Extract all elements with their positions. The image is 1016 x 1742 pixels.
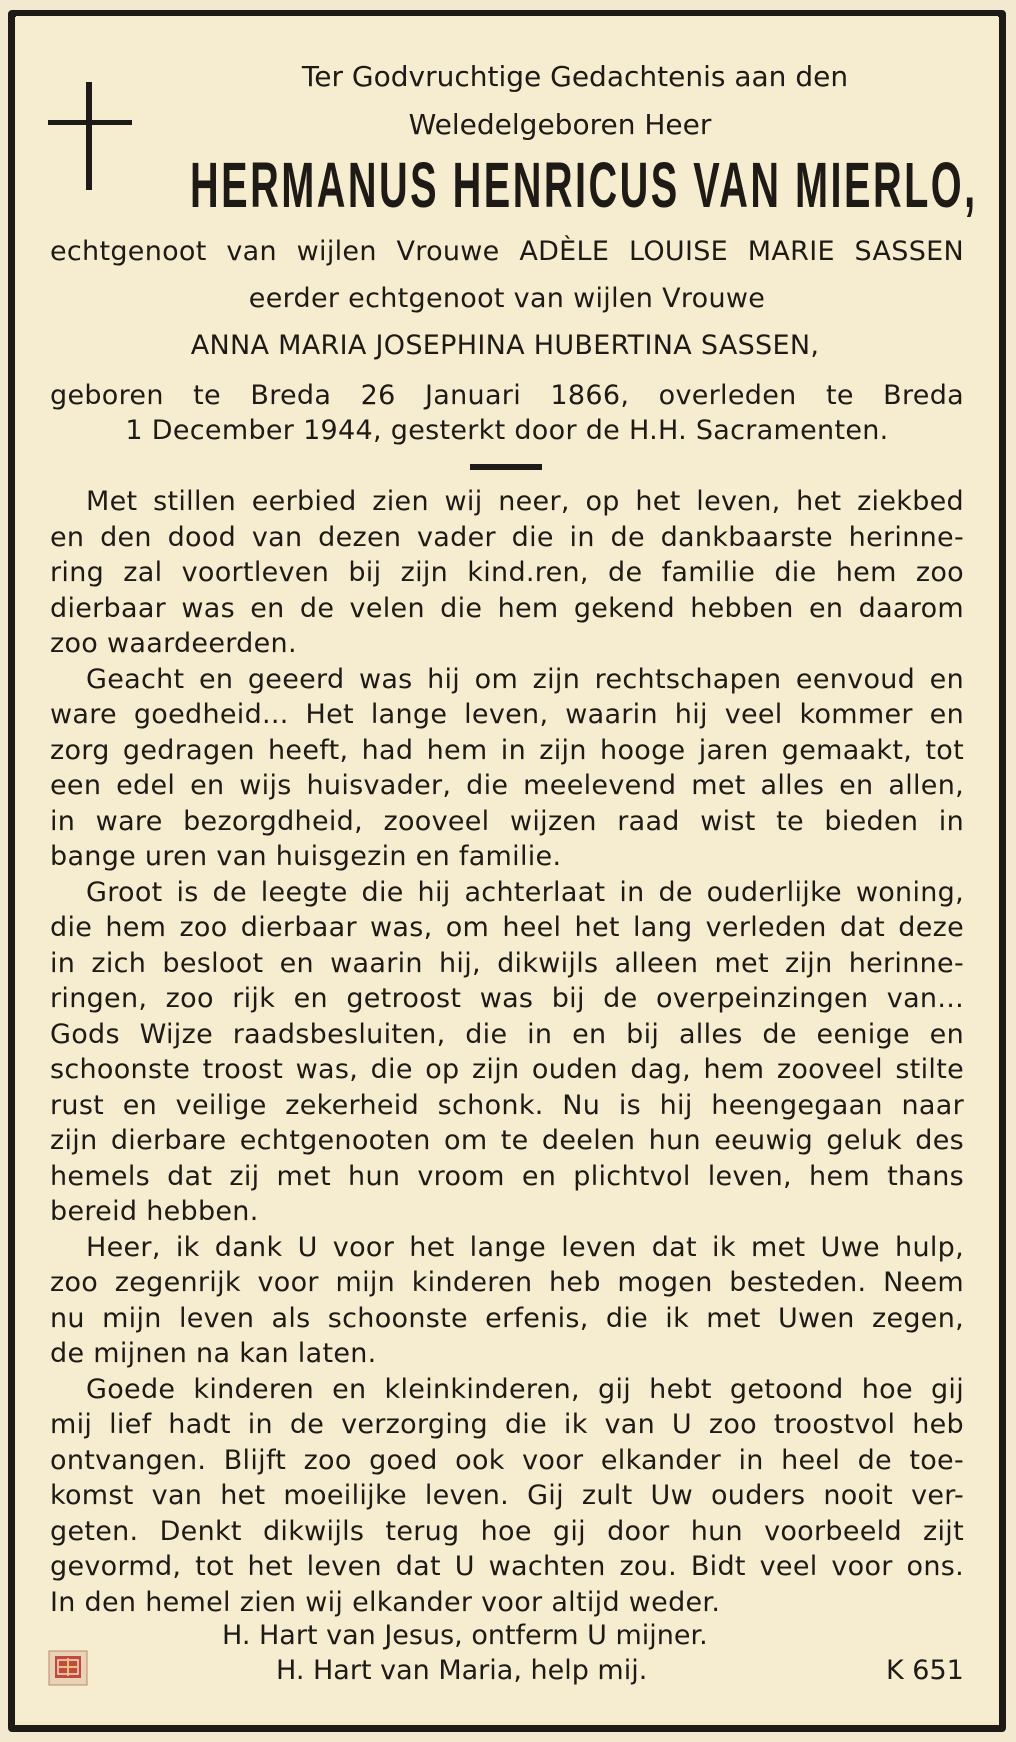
- text-line: ware goedheid... Het lange leven, waarin hij veel kommer en: [50, 699, 964, 730]
- text-line: zoo waardeerden.: [50, 628, 297, 659]
- prayer-line-2: H. Hart van Maria, help mij.: [276, 1655, 648, 1686]
- text-line: die hem zoo dierbaar was, om heel het lang verleden dat deze: [50, 912, 964, 943]
- earlier-spouse-line: eerder echtgenoot van wijlen Vrouwe: [248, 283, 766, 314]
- text-line: in ware bezorgdheid, zooveel wijzen raad wist te bieden in: [50, 805, 964, 837]
- text-line: zijn dierbare echtgenooten om te deelen hun eeuwig geluk des: [50, 1125, 964, 1156]
- text-line: mij lief hadt in de verzorging die ik van U zoo troostvol heb: [50, 1409, 964, 1440]
- text-line: en den dood van dezen vader die in de dankbaarste herinne-: [50, 521, 964, 553]
- text-line: dierbaar was en de velen die hem gekend hebben en daarom: [50, 592, 964, 624]
- text-line: de mijnen na kan laten.: [50, 1338, 377, 1369]
- death-line: 1 December 1944, gesterkt door de H.H. Sacramenten.: [125, 415, 889, 446]
- text-line: gevormd, tot het leven dat U wachten zou. Bidt veel voor ons.: [50, 1551, 964, 1582]
- text-line: rust en veilige zekerheid schonk. Nu is hij heengegaan naar: [50, 1089, 964, 1121]
- deceased-name: HERMANUS HENRICUS VAN MIERLO,: [190, 149, 978, 221]
- crest-logo-icon: [48, 1650, 88, 1686]
- text-line: een edel en wijs huisvader, die meelevend met alles en allen,: [50, 770, 964, 801]
- text-line: Heer, ik dank U voor het lange leven dat ik met Uwe hulp,: [86, 1231, 964, 1263]
- spouse-line: echtgenoot van wijlen Vrouwe ADÈLE LOUISE MARIE SASSEN: [50, 236, 964, 267]
- text-line: Groot is de leegte die hij achterlaat in de ouderlijke woning,: [86, 876, 964, 908]
- text-line: in zich besloot en waarin hij, dikwijls alleen met zijn herinne-: [50, 947, 964, 979]
- text-line: Met stillen eerbied zien wij neer, op het leven, het ziekbed: [86, 486, 964, 517]
- birth-line: geboren te Breda 26 Januari 1866, overleden te Breda: [50, 380, 964, 411]
- text-line: hemels dat zij met hun vroom en plichtvol leven, hem thans: [50, 1160, 964, 1192]
- text-line: bereid hebben.: [50, 1196, 259, 1227]
- intro-line-1: Ter Godvruchtige Gedachtenis aan den: [301, 60, 849, 93]
- text-line: Geacht en geeerd was hij om zijn rechtschapen eenvoud en: [86, 663, 964, 695]
- intro-line-2: Weledelgeboren Heer: [408, 108, 712, 141]
- cross-icon: [48, 82, 132, 190]
- text-line: zoo zegenrijk voor mijn kinderen heb mogen besteden. Neem: [50, 1267, 964, 1298]
- card-code: K 651: [886, 1655, 964, 1686]
- text-line: geten. Denkt dikwijls terug hoe gij door hun voorbeeld zijt: [50, 1515, 964, 1547]
- text-line: nu mijn leven als schoonste erfenis, die ik met Uwen zegen,: [50, 1302, 964, 1334]
- text-line: schoonste troost was, die op zijn ouden dag, hem zooveel stilte: [50, 1054, 964, 1085]
- text-line: ontvangen. Blijft zoo goed ook voor elkander in heel de toe-: [50, 1444, 964, 1476]
- text-line: Goede kinderen en kleinkinderen, gij hebt getoond hoe gij: [86, 1373, 964, 1405]
- text-line: ringen, zoo rijk en getroost was bij de overpeinzingen van...: [50, 983, 964, 1014]
- text-line: zorg gedragen heeft, had hem in zijn hooge jaren gemaakt, tot: [50, 734, 964, 766]
- text-line: ring zal voortleven bij zijn kind.ren, de familie die hem zoo: [50, 557, 964, 588]
- text-line: komst van het moeilijke leven. Gij zult Uw ouders nooit ver-: [50, 1480, 964, 1511]
- text-line: Gods Wijze raadsbesluiten, die in en bij alles de eenige en: [50, 1018, 964, 1050]
- divider: [470, 464, 542, 470]
- prayer-line-1: H. Hart van Jesus, ontferm U mijner.: [222, 1620, 708, 1651]
- text-line: In den hemel zien wij elkander voor altijd weder.: [50, 1586, 721, 1618]
- first-wife-name: ANNA MARIA JOSEPHINA HUBERTINA SASSEN,: [190, 330, 820, 361]
- text-line: bange uren van huisgezin en familie.: [50, 841, 562, 872]
